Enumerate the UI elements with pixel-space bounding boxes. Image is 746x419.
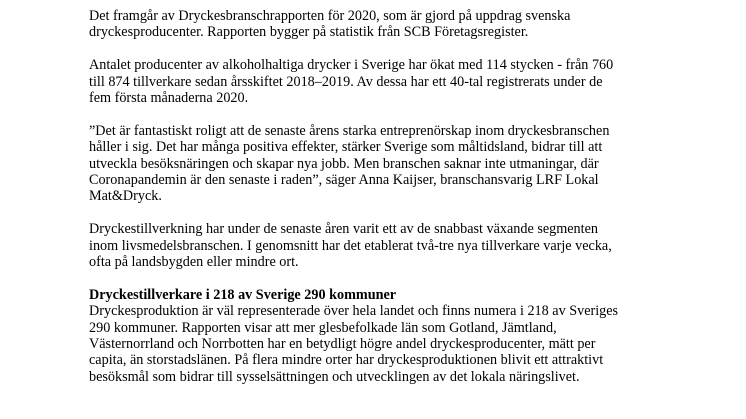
document-page — [89, 8, 649, 385]
paragraph-municipalities — [89, 303, 649, 385]
text-line: till 874 tillverkare sedan årsskiftet 2018–2019. Av dessa har ett 40-tal registrerats under de — [89, 73, 603, 90]
text-line: Coronapandemin är den senaste i raden”, säger Anna Kaijser, branschansvarig LRF Lokal — [89, 172, 599, 189]
text-line: inom livsmedelsbranschen. I genomsnitt har det etablerat två-tre nya tillverkare varje vecka, — [89, 237, 612, 254]
paragraph-report-source — [89, 8, 649, 41]
text-line: utveckla besöksnäringen och skapar nya jobb. Men branschen saknar inte utmaningar, där — [89, 155, 599, 172]
text-line: håller i sig. Det har många positiva effekter, stärker Sverige som måltidsland, bidrar till att — [89, 139, 603, 156]
paragraph-spacer — [89, 106, 649, 122]
paragraph-spacer — [89, 41, 649, 57]
text-line: Antalet producenter av alkoholhaltiga drycker i Sverige har ökat med 114 stycken - från 760 — [89, 57, 614, 74]
text-line: fem första månaderna 2020. — [89, 90, 249, 107]
text-line: capita, än storstadslänen. På flera mindre orter har dryckesproduktionen blivit ett attraktivt — [89, 352, 604, 369]
text-line: besöksmål som bidrar till sysselsättningen och utvecklingen av det lokala näringslivet. — [89, 368, 580, 385]
text-line: Mat&Dryck. — [89, 188, 162, 205]
paragraph-producer-count — [89, 57, 649, 106]
text-line: ”Det är fantastiskt roligt att de senaste årens starka entreprenörskap inom dryckesbranschen — [89, 122, 610, 139]
text-line: Dryckestillverkning har under de senaste åren varit ett av de snabbast växande segmenten — [89, 221, 598, 238]
text-line: ofta på landsbygden eller mindre ort. — [89, 254, 299, 271]
text-line: Det framgår av Dryckesbranschrapporten för 2020, som är gjord på uppdrag svenska — [89, 8, 571, 24]
paragraph-growth — [89, 221, 649, 270]
text-line: Dryckesproduktion är väl representerade över hela landet och finns numera i 218 av Sveriges — [89, 303, 619, 320]
paragraph-spacer — [89, 205, 649, 221]
section-heading: Dryckestillverkare i 218 av Sverige 290 kommuner — [89, 286, 397, 303]
paragraph-spacer — [89, 270, 649, 286]
text-line: dryckesproducenter. Rapporten bygger på statistik från SCB Företagsregister. — [89, 24, 529, 41]
text-line: Västernorrland och Norrbotten har en betydligt högre andel dryckesproducenter, mätt per — [89, 336, 596, 353]
paragraph-quote — [89, 123, 649, 205]
text-line: 290 kommuner. Rapporten visar att mer glesbefolkade län som Gotland, Jämtland, — [89, 319, 557, 336]
